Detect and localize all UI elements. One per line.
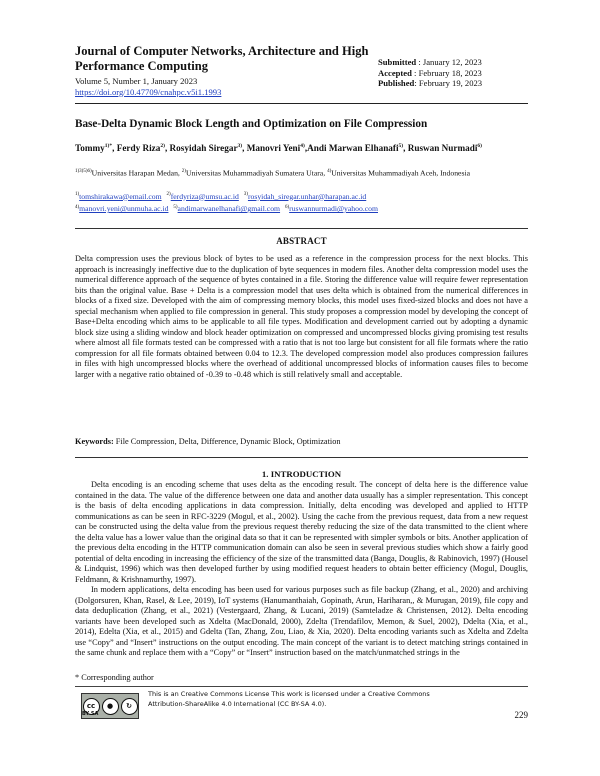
abstract-heading: ABSTRACT <box>276 236 327 246</box>
page-number: 229 <box>514 710 528 720</box>
license-text: This is an Creative Commons License This work is licensed under a Creative Commons Attribution-ShareAlike 4.0 International (CC BY-SA 4.0). <box>148 690 430 708</box>
email-link[interactable]: tomshirakawa@email.com <box>79 191 162 201</box>
paragraph: In modern applications, delta encoding has been used for various purposes such as file backup (Zhang, et al., 2020) and archiving (Dolgorsuren, Khan, Rasel, & Lee, 2019), IoT systems (Hanumanthaiah, Gopinath, Arun, Hariharan,, & Murugan, 2019), file copy and data deduplication (Zhang, et al., 2021) (Vestergaard, Zhang, & Lucani, 2019) (Samteladze & Christensen, 2012). Delta encoding variants have been developed such as Xdelta (MacDonald, 2000), Zdelta (Trendafilov, Memon, & Suel, 2002), Ddelta (Xia, et al., 2014), Edelta (Xia, et al., 2015) and Gdelta (Tan, Zhang, Zou, Liao, & Xia, 2020). Delta encoding variants such as Xdelta and Zdelta use “Copy” and “Insert” instructions on the output encoding. The main concept of the variant is to detect matching strings contained in the same chunk and replace them with a “Copy” or “Insert” instruction based on the match/unmatched strings in the <box>75 585 528 657</box>
introduction-body <box>75 480 528 659</box>
author-emails: $^{1)}$tomshirakawa@email.com $^{2)}$ferdyriza@umsu.ac.id $^{3)}$rosyidah_siregar.unhar@harapan.ac.id $^{4)}$manovri.yeni@unmuha.ac.id $^{5)}$andimarwanelhanafi@gmail.com $^{6)}$ruswannurmadi@yahoo.com <box>75 191 378 214</box>
introduction-heading: 1. INTRODUCTION <box>261 469 342 479</box>
publication-dates <box>378 57 528 89</box>
keywords-divider <box>75 457 528 458</box>
email-link[interactable]: manovri.yeni@unmuha.ac.id <box>79 204 169 214</box>
corresponding-author-note: * Corresponding author <box>75 673 154 682</box>
journal-title: Journal of Computer Networks, Architecture and High Performance Computing <box>75 44 369 73</box>
journal-volume: Volume 5, Number 1, January 2023 <box>75 76 198 86</box>
author-list: Tommy$^{1)*}$, Ferdy Riza$^{2)}$, Rosyidah Siregar$^{3)}$, Manovri Yeni$^{4)}$,Andi Marwan Elhanafi$^{5)}$, Ruswan Nurmadi$^{6)}$ <box>75 143 482 154</box>
cc-badge-label: BY SA <box>82 711 99 717</box>
doi-link[interactable]: https://doi.org/10.47709/cnahpc.v5i1.1993 <box>75 86 222 97</box>
keywords: Keywords: File Compression, Delta, Difference, Dynamic Block, Optimization <box>75 437 341 446</box>
footer-divider <box>75 686 528 687</box>
cc-icon: cc <box>83 698 100 715</box>
email-link[interactable]: andimarwanelhanafi@gmail.com <box>177 204 281 214</box>
email-link[interactable]: ferdyriza@umsu.ac.id <box>170 191 239 201</box>
abstract-text: Delta compression uses the previous block of bytes to be used as a reference in the compression process for the next blocks. This approach is increasingly ineffective due to the duplication of byte sequences in modern files. Another delta compression model uses the numerical difference approach of the sequence of bytes contained in a file. Storing the difference value will require fewer representation bits than the original value. Base + Delta is a compression model that uses delta which is obtained from the numerical differences in blocks of a fixed size. Developed with the aim of compressing memory blocks, this model uses fixed-sized blocks and does not have a special mechanism when applied to file compression in general. This study proposes a compression model by developing the concept of Base+Delta encoding which aims to be applicable to all file types. Modification and development carried out by adopting a dynamic block size using a sliding window and block header optimization on compressed and uncompressed blocks giving promising test results where almost all file formats tested can be compressed with a ratio that is not too large but consistent for all file formats where the ratio compression for all file formats obtained between 0.04 to 12.3. The developed compression model also produces compression failures in files with high uncompressed blocks where the overhead of additional uncompressed blocks of information causes files to become larger with a negative ratio obtained of -0.39 to -0.48 which is still relatively small and acceptable. <box>75 254 528 379</box>
abstract-top-divider <box>75 228 528 229</box>
by-person-icon: ● <box>102 698 119 715</box>
paragraph: Delta encoding is an encoding scheme that uses delta as the encoding result. The concept of delta here is the difference value contained in the data. The value of the difference between one data and another data usually has a simpler representation. This concept is the basis of delta encoding applications in data compression. Initially, delta encoding was developed and applied to HTTP communications as can be seen in RFC-3229 (Mogul, et al., 2002). Using the cache from the previous request, data from a new request can be constructed using the delta value from the previous request thereby reducing the size of the data transmitted to the client where the delta value has a lower value than the original data so that it can be represented with simpler symbols or bits. Another application of the previous delta encoding in the HTTP communication domain can also be seen in several previous studies which show a fairly good potential of delta encoding in increasing the efficiency of the size of the transmitted data (Banga, Douglis, & Rabinovich, 1997) (Housel & Lindquist, 1996) which was then developed further by using modified request headers to obtain better efficiency (Mogul, Douglis, Feldmann, & Krishnamurthy, 1997). <box>75 480 528 584</box>
published-date: Published: February 19, 2023 <box>378 78 483 89</box>
submitted-date: Submitted : January 12, 2023 <box>378 57 482 67</box>
header-divider <box>75 103 528 104</box>
accepted-date: Accepted : February 18, 2023 <box>378 67 482 78</box>
email-link[interactable]: ruswannurmadi@yahoo.com <box>289 204 378 214</box>
share-alike-icon: ↻ <box>121 698 138 715</box>
paper-title: Base-Delta Dynamic Block Length and Optimization on File Compression <box>75 118 428 130</box>
affiliations: $^{1)3)5)6)}$Universitas Harapan Medan, $^{2)}$Universitas Muhammadiyah Sumatera Utara, $^{4)}$Universitas Muhammadiyah Aceh, Indonesia <box>75 168 471 178</box>
journal-meta <box>75 76 221 97</box>
email-link[interactable]: rosyidah_siregar.unhar@harapan.ac.id <box>247 191 367 201</box>
